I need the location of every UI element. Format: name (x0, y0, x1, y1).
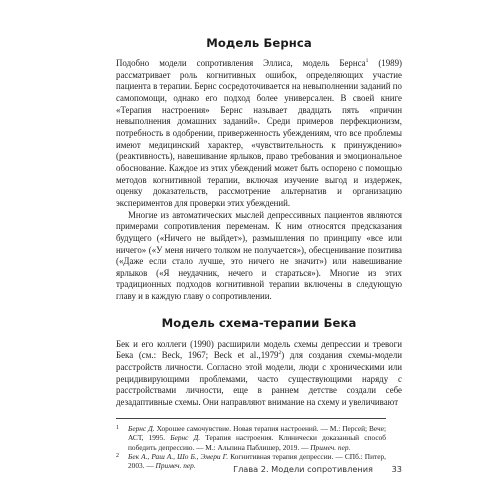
page-number: 33 (391, 464, 402, 474)
footnotes (116, 418, 386, 471)
footnote-ref: 1 (365, 58, 369, 65)
paragraph: Многие из автоматических мыслей депрессивных пациентов являются примерами сопротивления переменам. К ним относятся предсказания будущего («Ничего не выйдет»), размышления по принципу «все или ничего» («У меня ничего толком не получается»), обесценивание позитива («Даже если стало лучше, это ничего не значит») или навешивание ярлыков («Я неудачник, нечего и стараться»). Многие из этих традиционных подходов когнитивной терапии включены в следующую главу и в каждую главу о сопротивлении. (116, 209, 402, 302)
chapter-title: Глава 2. Модели сопротивления (233, 464, 373, 474)
running-footer (233, 464, 402, 474)
footnote-number: 2 (116, 452, 119, 459)
footnote (116, 424, 386, 452)
section-heading-burns: Модель Бернса (206, 36, 312, 50)
footnote-text: Бернс Д. Хорошее самочувствие. Новая терапия настроений. — М.: Персей; Вече; АСТ, 1995. Бернс Д. Терапия настроения. Клинически доказанный способ победить депрессию. — М.: Альпина Паблишер, 2019. — Примеч. пер. (128, 423, 387, 452)
footnote-number: 1 (116, 424, 119, 431)
paragraph: Бек и его коллеги (1990) расширили модель схемы депрессии и тревоги Бека (см.: Beck, 1967; Beck et al.,1979$^2$) для создания схемы-модели расстройств личности. Согласно этой модели, люди с хроническими или рецидивирующими проблемами, часто существующими наряду с расстройствами личности, еще в раннем детстве создали себе дезадаптивные схемы. Они направляют внимание на схему и увеличивают (116, 338, 403, 408)
paragraph: Подобно модели сопротивления Эллиса, модель Бернса$^1$ (1989) рассматривает роль когнитивных ошибок, определяющих участие пациента в терапии. Бернс сосредоточивается на невыполнении заданий по самопомощи, однако его подход более универсален. В своей книге «Терапия настроения» Бернс называет двадцать пять «причин невыполнения домашних заданий». Среди примеров перфекционизм, потребность в одобрении, приверженность убеждениям, что все проблемы имеют медицинский характер, «чувствительность к принуждению» (реактивность), навешивание ярлыков, право требования и эмоциональное обоснование. Каждое из этих убеждений может быть оспорено с помощью методов когнитивной терапии, включая изучение выгод и издержек, оценку доказательств, рассмотрение альтернатив и организацию экспериментов для проверки этих убеждений. (116, 58, 402, 208)
footnote-ref: 2 (278, 350, 282, 357)
footnote-text: Бек А., Раш А., Шо Б., Эмери Г. Когнитивная терапия депрессии. — СПб.: Питер, 2003. — Примеч. пер. (128, 451, 386, 471)
section-heading-beck: Модель схема-терапии Бека (161, 315, 357, 330)
